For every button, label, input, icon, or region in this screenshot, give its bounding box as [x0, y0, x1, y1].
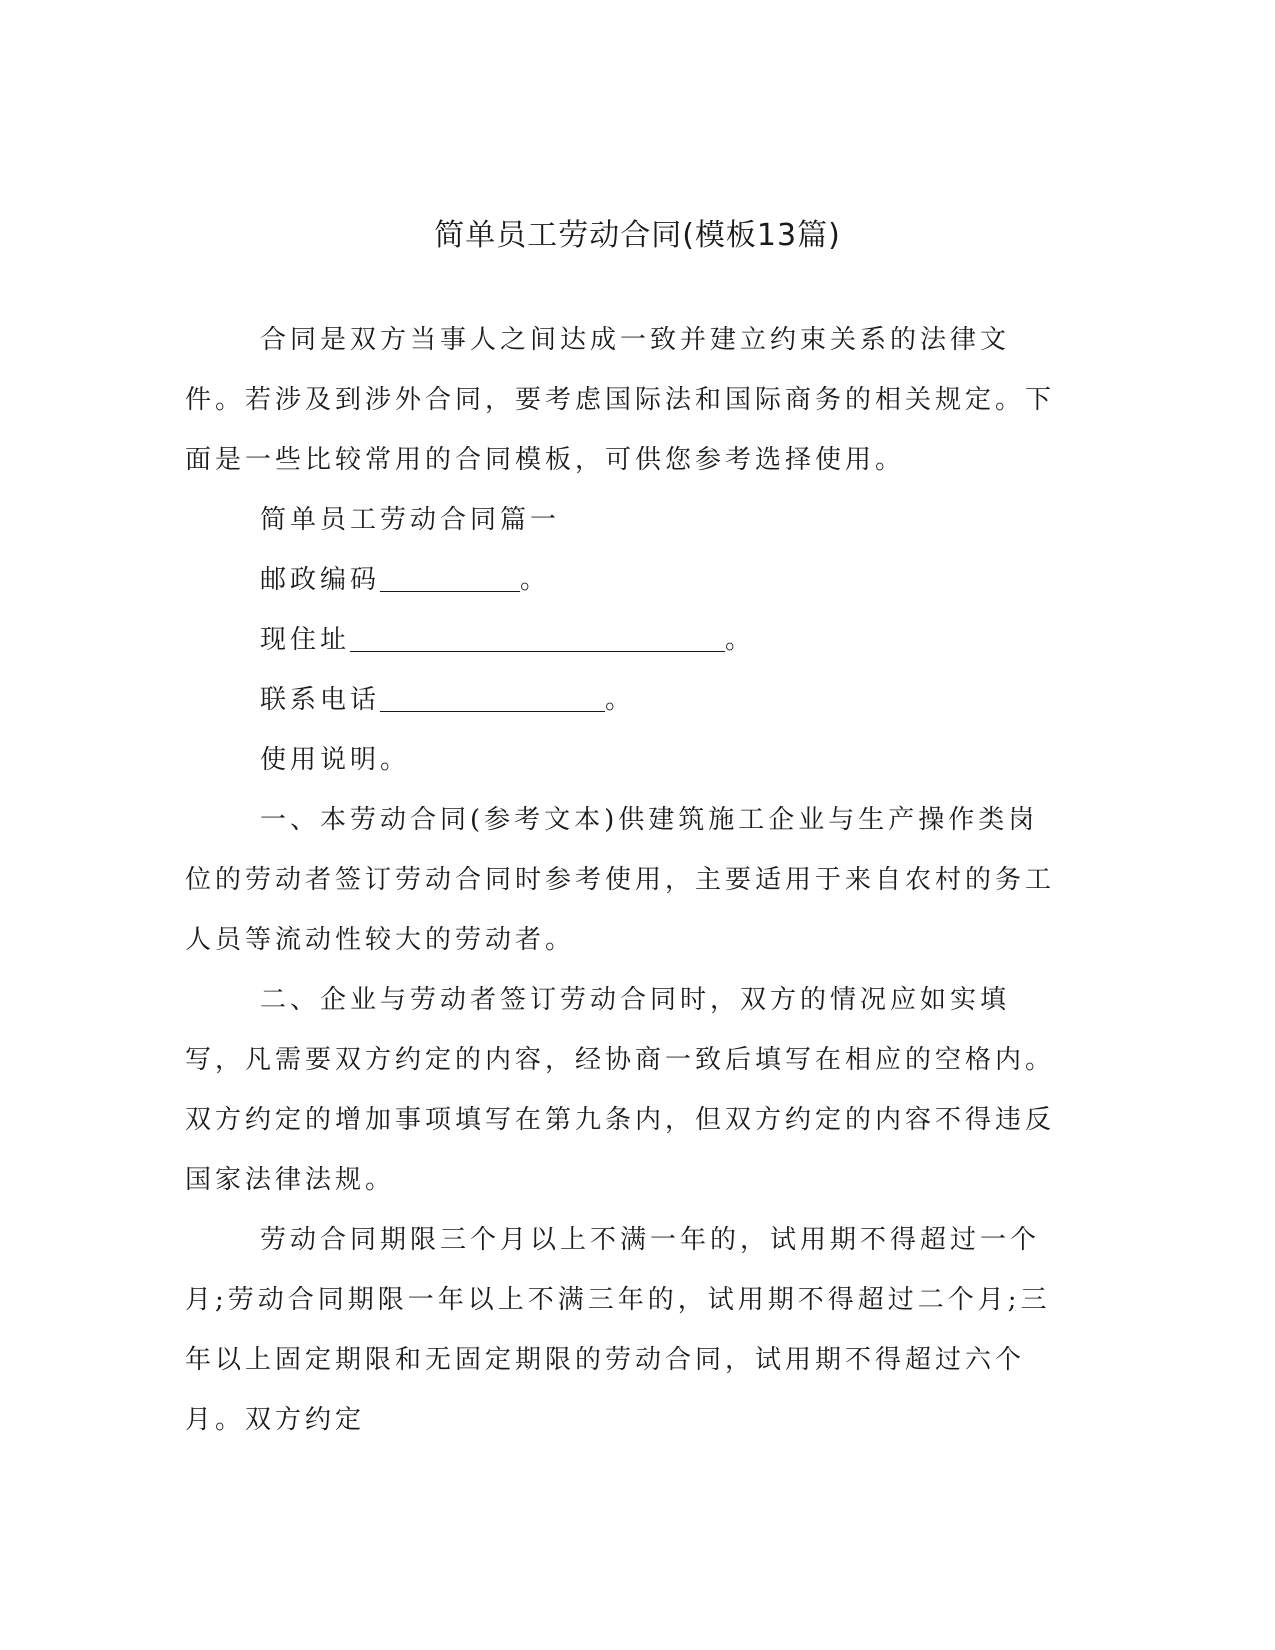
document-body	[185, 310, 1065, 1450]
postal-code-line	[185, 550, 1065, 610]
address-line	[185, 610, 1065, 670]
usage-item-two: 二、企业与劳动者签订劳动合同时，双方的情况应如实填写，凡需要双方约定的内容，经协商一致后填写在相应的空格内。双方约定的增加事项填写在第九条内，但双方约定的内容不得违反国家法律法规。	[185, 985, 1056, 1195]
document-title: 简单员工劳动合同(模板13篇)	[434, 218, 841, 253]
intro-paragraph: 合同是双方当事人之间达成一致并建立约束关系的法律文件。若涉及到涉外合同，要考虑国际法和国际商务的相关规定。下面是一些比较常用的合同模板，可供您参考选择使用。	[185, 325, 1056, 475]
address-blank[interactable]	[350, 623, 725, 652]
address-end: 。	[725, 625, 756, 655]
probation-paragraph: 劳动合同期限三个月以上不满一年的，试用期不得超过一个月;劳动合同期限一年以上不满三年的，试用期不得超过二个月;三年以上固定期限和无固定期限的劳动合同，试用期不得超过六个月。双方约定	[185, 1225, 1051, 1435]
address-label: 现住址	[260, 625, 351, 655]
phone-line	[185, 670, 1065, 730]
phone-blank[interactable]	[380, 683, 605, 712]
postal-code-label: 邮政编码	[260, 565, 381, 595]
postal-code-blank[interactable]	[380, 563, 520, 592]
phone-label: 联系电话	[260, 685, 381, 715]
usage-heading: 使用说明。	[260, 745, 411, 775]
usage-item-one: 一、本劳动合同(参考文本)供建筑施工企业与生产操作类岗位的劳动者签订劳动合同时参考使用，主要适用于来自农村的务工人员等流动性较大的劳动者。	[185, 805, 1056, 955]
phone-end: 。	[605, 685, 636, 715]
section-heading: 简单员工劳动合同篇一	[260, 505, 561, 535]
postal-code-end: 。	[520, 565, 551, 595]
